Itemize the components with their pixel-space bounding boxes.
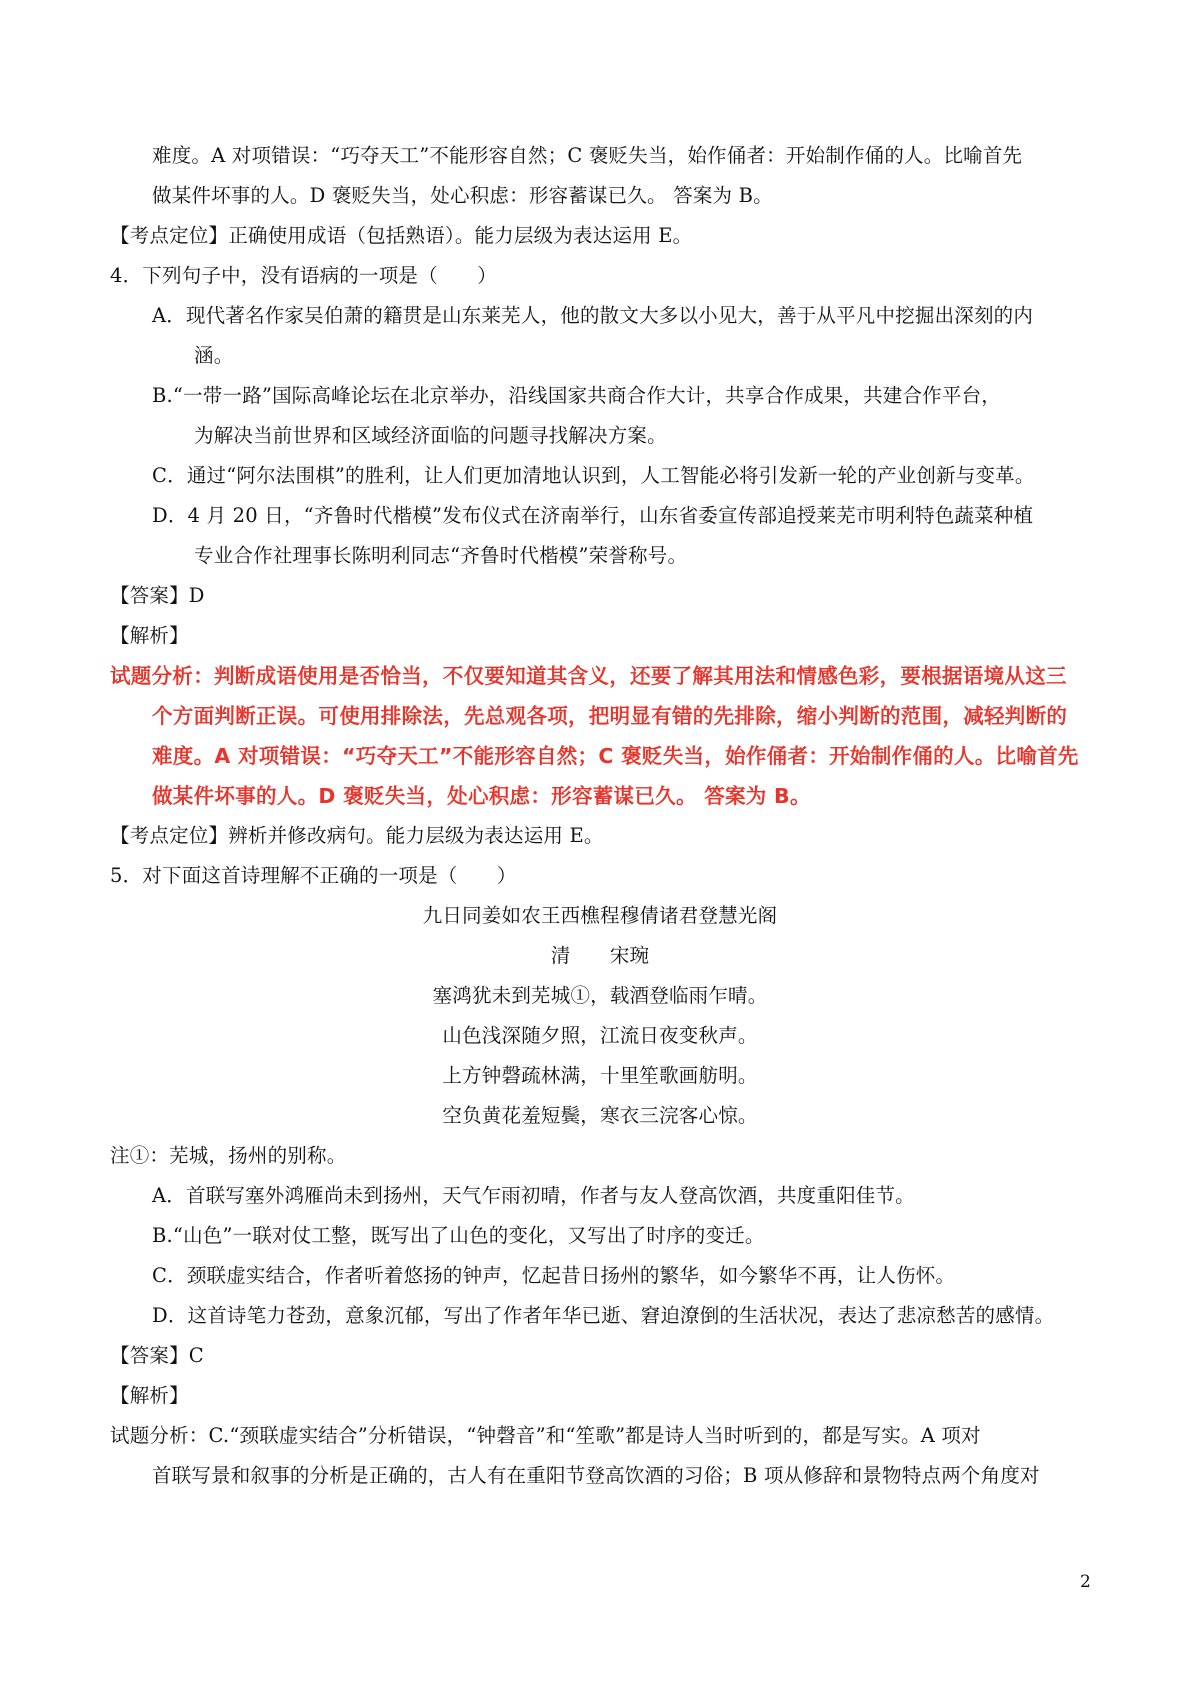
q4-option-d: D．4 月 20 日，“齐鲁时代楷模”发布仪式在济南举行，山东省委宣传部追授莱芜市明利特色蔬菜种植 xyxy=(152,504,1034,527)
q4-kaodian: 【考点定位】辨析并修改病句。能力层级为表达运用 E。 xyxy=(110,824,604,847)
q4-analysis-line: 个方面判断正误。可使用排除法，先总观各项，把明显有错的先排除，缩小判断的范围，减轻判断的 xyxy=(152,704,1068,728)
q4-jiexi-label: 【解析】 xyxy=(110,624,189,647)
q4-analysis-line: 做某件坏事的人。D 褒贬失当，处心积虑：形容蓄谋已久。 答案为 B。 xyxy=(152,784,811,808)
q5-analysis-line: 首联写景和叙事的分析是正确的，古人有在重阳节登高饮酒的习俗；B 项从修辞和景物特点两个角度对 xyxy=(152,1464,1040,1487)
poem-line: 上方钟磬疏林满，十里笙歌画舫明。 xyxy=(442,1064,758,1087)
q4-option-d-cont: 专业合作社理事长陈明利同志“齐鲁时代楷模”荣誉称号。 xyxy=(194,544,688,567)
q4-analysis-line: 试题分析：判断成语使用是否恰当，不仅要知道其含义，还要了解其用法和情感色彩，要根据语境从这三 xyxy=(110,664,1067,688)
q3-analysis-line: 做某件坏事的人。D 褒贬失当，处心积虑：形容蓄谋已久。 答案为 B。 xyxy=(152,184,773,207)
q4-analysis-line: 难度。A 对项错误：“巧夺天工”不能形容自然；C 褒贬失当，始作俑者：开始制作俑的人。比喻首先 xyxy=(152,744,1079,768)
q5-option-c: C．颈联虚实结合，作者听着悠扬的钟声，忆起昔日扬州的繁华，如今繁华不再，让人伤怀。 xyxy=(152,1264,956,1287)
poem-title: 九日同姜如农王西樵程穆倩诸君登慧光阁 xyxy=(422,904,778,927)
q3-kaodian: 【考点定位】正确使用成语（包括熟语）。能力层级为表达运用 E。 xyxy=(110,224,693,247)
q4-stem: 4．下列句子中，没有语病的一项是（ ） xyxy=(110,264,497,287)
q5-stem: 5．对下面这首诗理解不正确的一项是（ ） xyxy=(110,864,517,887)
q4-option-a: A．现代著名作家吴伯萧的籍贯是山东莱芜人，他的散文大多以小见大，善于从平凡中挖掘出深刻的内 xyxy=(152,304,1034,327)
page-number: 2 xyxy=(1080,1572,1091,1592)
poem-line: 空负黄花羞短鬓，寒衣三浣客心惊。 xyxy=(442,1104,758,1127)
poem-author: 清 宋琬 xyxy=(550,944,650,967)
q5-analysis-line: 试题分析：C.“颈联虚实结合”分析错误，“钟磬音”和“笙歌”都是诗人当时听到的，都是写实。A 项对 xyxy=(110,1424,981,1447)
q4-option-a-cont: 涵。 xyxy=(194,344,234,367)
poem-line: 塞鸿犹未到芜城①，载酒登临雨乍晴。 xyxy=(432,984,768,1007)
poem-note: 注①：芜城，扬州的别称。 xyxy=(110,1144,347,1167)
q4-option-b: B.“一带一路”国际高峰论坛在北京举办，沿线国家共商合作大计，共享合作成果，共建合作平台， xyxy=(152,384,1001,407)
q5-option-d: D．这首诗笔力苍劲，意象沉郁，写出了作者年华已逝、窘迫潦倒的生活状况，表达了悲凉愁苦的感情。 xyxy=(152,1304,1055,1327)
q5-answer: 【答案】C xyxy=(110,1344,204,1367)
q5-jiexi-label: 【解析】 xyxy=(110,1384,189,1407)
poem-line: 山色浅深随夕照，江流日夜变秋声。 xyxy=(442,1024,758,1047)
q3-analysis-line: 难度。A 对项错误：“巧夺天工”不能形容自然；C 褒贬失当，始作俑者：开始制作俑的人。比喻首先 xyxy=(152,144,1023,167)
q5-option-b: B.“山色”一联对仗工整，既写出了山色的变化，又写出了时序的变迁。 xyxy=(152,1224,765,1247)
q4-option-b-cont: 为解决当前世界和区域经济面临的问题寻找解决方案。 xyxy=(194,424,667,447)
q4-answer: 【答案】D xyxy=(110,584,205,607)
q4-option-c: C．通过“阿尔法围棋”的胜利，让人们更加清地认识到，人工智能必将引发新一轮的产业创新与变革。 xyxy=(152,464,1035,487)
q5-option-a: A．首联写塞外鸿雁尚未到扬州，天气乍雨初晴，作者与友人登高饮酒，共度重阳佳节。 xyxy=(152,1184,915,1207)
